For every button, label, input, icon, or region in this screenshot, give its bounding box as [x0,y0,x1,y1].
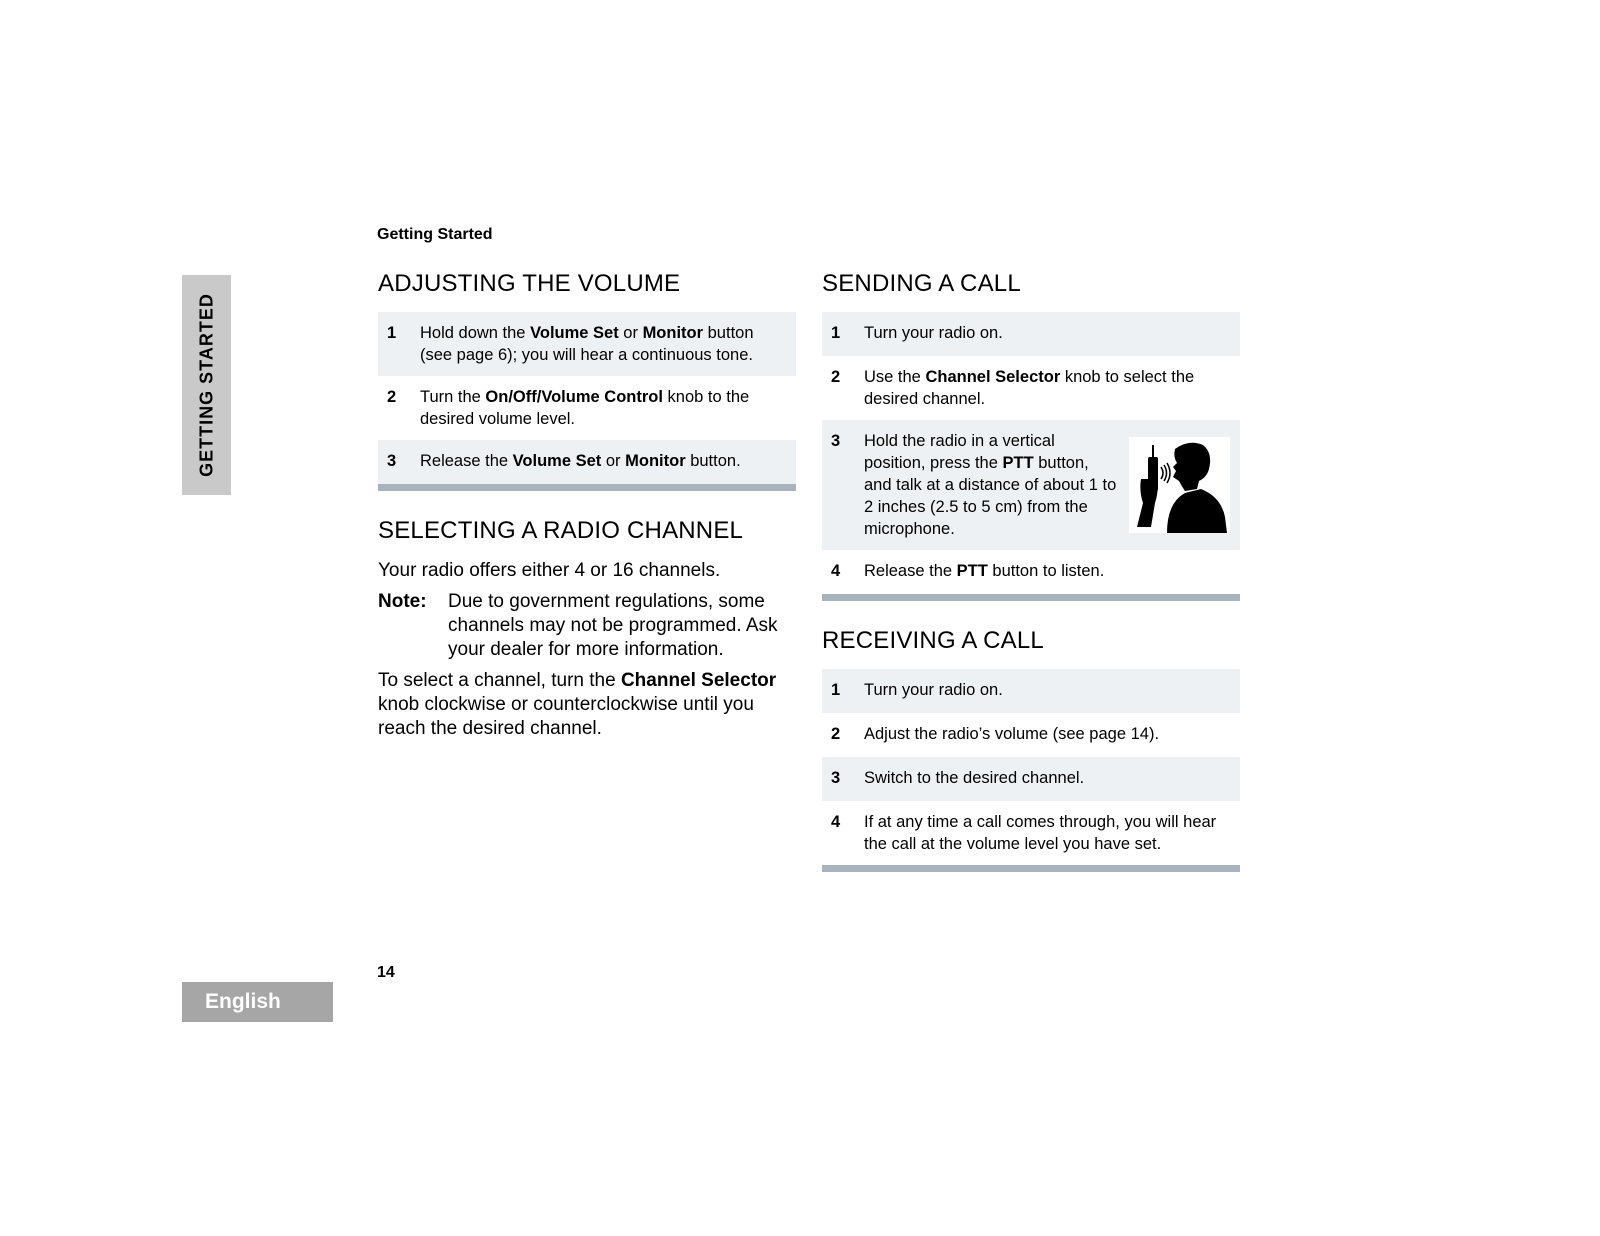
step-number: 4 [831,813,841,831]
step-number: 3 [387,452,397,470]
step-item [822,669,1240,713]
step-text: Adjust the radio’s volume (see page 14). [864,725,1160,743]
adjusting-volume-title: ADJUSTING THE VOLUME [378,270,681,297]
running-header: Getting Started [377,226,493,243]
step-bold-text: Volume Set [512,452,602,470]
step-number: 3 [831,769,841,787]
step-number: 4 [831,562,841,580]
language-tab-label: English [205,990,281,1013]
step-number: 1 [831,324,841,342]
step-text: button (see page 6); you will hear a continuous tone. [420,324,754,364]
step-text: Release the [420,452,513,470]
instruction-bold-text: Channel Selector [620,670,777,691]
step-text: If at any time a call comes through, you will hear the call at the volume level you have set. [864,813,1217,853]
note-block [378,590,796,662]
step-text: Turn your radio on. [864,324,1003,342]
step-bold-text: Channel Selector [925,368,1061,386]
step-number: 3 [831,432,841,450]
step-item [378,312,796,376]
side-section-tab [182,275,231,495]
receiving-call-title: RECEIVING A CALL [822,627,1044,654]
step-text: Turn the [420,388,486,406]
step-item [822,713,1240,757]
step-bold-text: PTT [956,562,988,580]
sending-call-steps [822,312,1240,601]
step-item [822,550,1240,594]
instruction-text: knob clockwise or counterclockwise until you reach the desired channel. [378,694,754,739]
receiving-call-steps [822,669,1240,872]
step-bold-text: Volume Set [530,324,619,342]
note-text: Due to government regulations, some channels may not be programmed. Ask your dealer for more information. [448,591,778,660]
step-item [822,420,1240,550]
step-bold-text: On/Off/Volume Control [485,388,663,406]
language-tab [182,982,333,1022]
instruction-text: To select a channel, turn the [378,670,621,691]
step-item [822,312,1240,356]
step-text: or [618,324,643,342]
step-with-figure [864,430,1230,540]
channel-instructions [378,669,796,741]
step-bold-text: Monitor [642,324,704,342]
step-item [822,801,1240,865]
left-column [378,270,796,748]
selecting-channel-title: SELECTING A RADIO CHANNEL [378,517,744,544]
step-item [822,757,1240,801]
page-number: 14 [377,964,395,981]
step-item [822,356,1240,420]
step-item [378,376,796,440]
step-number: 1 [831,681,841,699]
step-number: 2 [831,725,841,743]
step-text: knob to select the desired channel. [864,368,1195,408]
channel-intro: Your radio offers either 4 or 16 channels. [378,560,721,581]
person-silhouette-icon [1129,437,1230,533]
person-talking-into-radio-illustration [1129,437,1230,533]
step-number: 1 [387,324,397,342]
step-text: Turn your radio on. [864,681,1003,699]
step-bold-text: PTT [1002,454,1034,472]
step-text: button. [685,452,741,470]
step-text: Hold the radio in a vertical position, press the [864,432,1055,472]
sending-call-title: SENDING A CALL [822,270,1021,297]
step-text: Hold down the [420,324,531,342]
step-number: 2 [831,368,841,386]
step-text: button, and talk at a distance of about 1 to 2 inches (2.5 to 5 cm) from the microphone. [864,454,1117,538]
step-text: button to listen. [987,562,1105,580]
step-item [378,440,796,484]
side-tab-label: GETTING STARTED [196,293,216,477]
step-text: Use the [864,368,926,386]
step-bold-text: Monitor [625,452,686,470]
note-label: Note: [378,591,427,612]
step-text: knob to the desired volume level. [420,388,750,428]
adjusting-volume-steps [378,312,796,491]
step-text-block [864,430,1119,540]
step-text: Switch to the desired channel. [864,769,1085,787]
right-column [822,270,1240,872]
step-text: or [601,452,626,470]
step-number: 2 [387,388,397,406]
step-text: Release the [864,562,957,580]
